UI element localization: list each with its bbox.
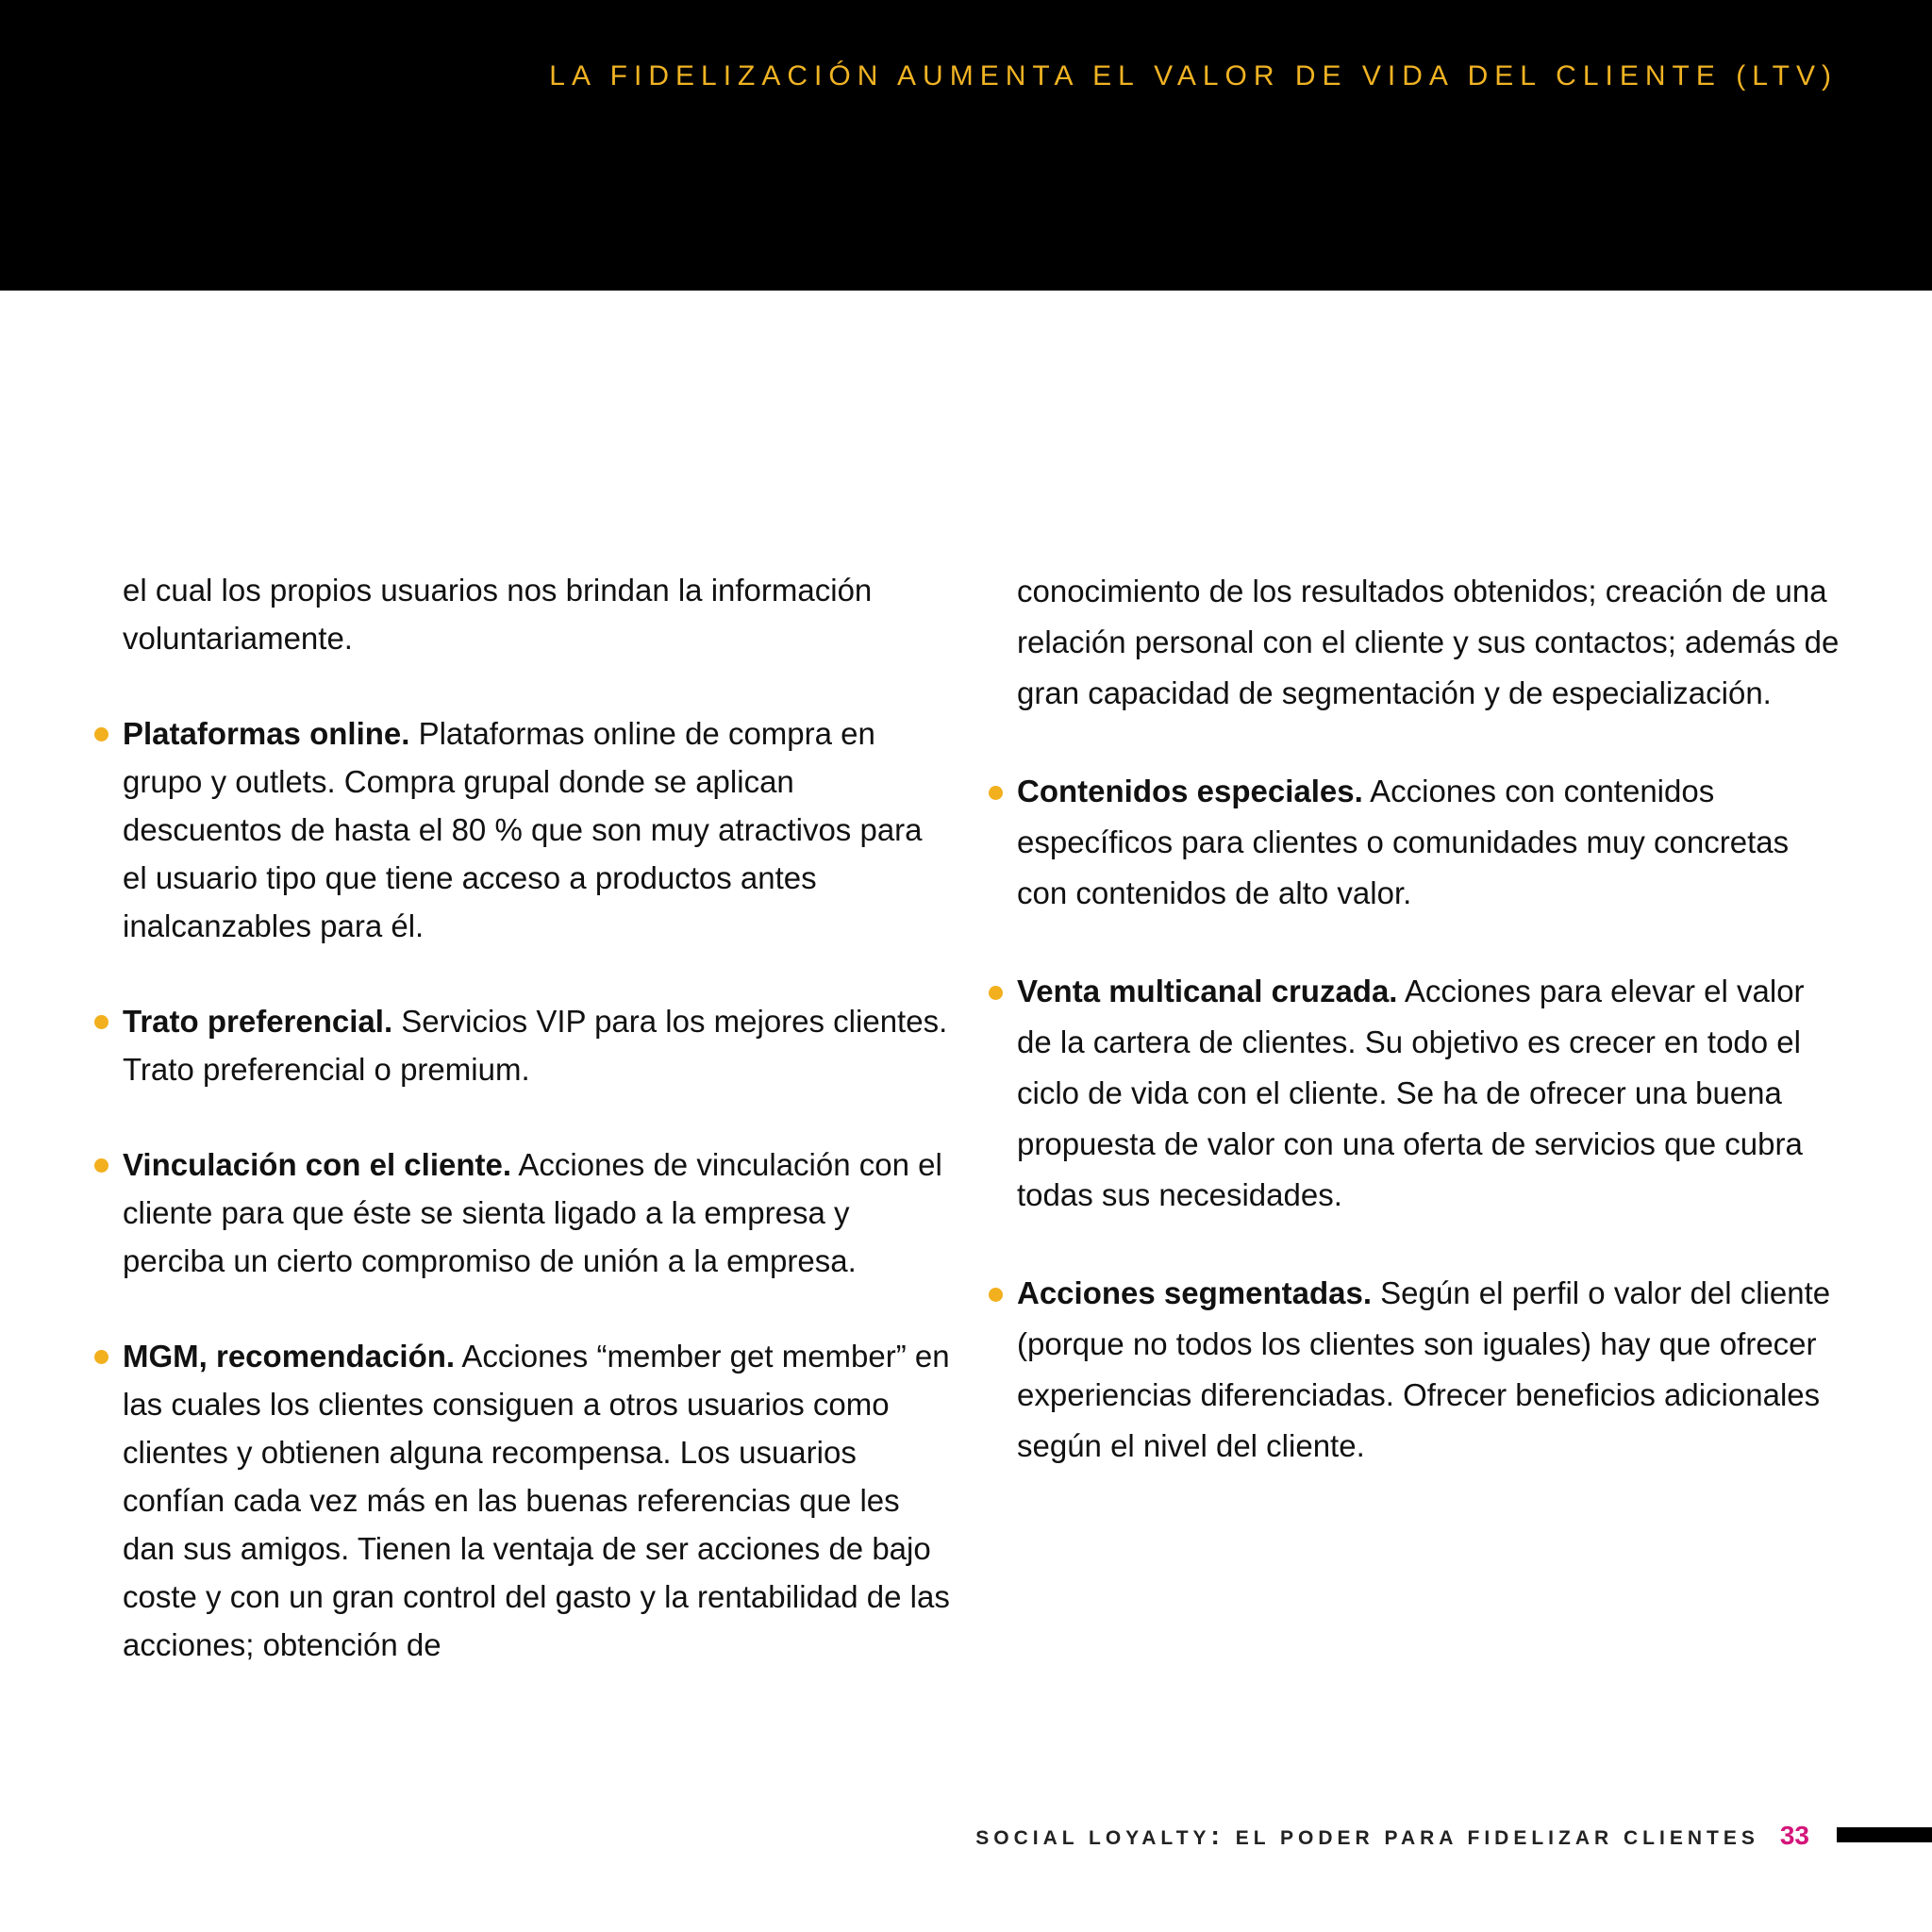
right-column [1017,566,1847,1519]
bullet-dot-icon [94,1158,108,1173]
bullet-term: Contenidos especiales. [1017,774,1363,808]
bullet-term: Venta multicanal cruzada. [1017,974,1398,1008]
left-column [123,566,953,1716]
bullet-term: Vinculación con el cliente. [123,1147,512,1182]
header-band [0,0,1932,291]
footer-title-part1: SOCIAL LOYALTY [975,1827,1211,1849]
bullet-item-contenidos-especiales [1017,766,1847,919]
bullet-item-plataformas-online [123,709,953,950]
bullet-text: Acciones “member get member” en las cuales los clientes consiguen a otros usuarios como clientes y obtienen alguna recompensa. Los usuarios confían cada vez más en las buenas referencias que les dan sus amigos. Tienen la ventaja de ser acciones de bajo coste y con un gran control del gasto y la rentabilidad de las acciones; obtención de [123,1339,950,1662]
bullet-term: MGM, recomendación. [123,1339,456,1374]
footer-title-part2: EL PODER PARA FIDELIZAR CLIENTES [1224,1827,1759,1849]
bullet-term: Acciones segmentadas. [1017,1275,1372,1310]
bullet-item-vinculacion [123,1141,953,1285]
bullet-text: Acciones con contenidos específicos para clientes o comunidades muy concretas con contenidos de alto valor. [1017,774,1790,910]
bullet-text: Acciones para elevar el valor de la cartera de clientes. Su objetivo es crecer en todo el ciclo de vida con el cliente. Se ha de ofrecer una buena propuesta de valor con una oferta de servicios que cubra todas sus necesidades. [1017,974,1805,1212]
bullet-item-venta-multicanal [1017,966,1847,1221]
page-footer [975,1821,1809,1851]
bullet-dot-icon [94,727,108,741]
bullet-item-mgm [123,1332,953,1669]
bullet-dot-icon [94,1015,108,1029]
bullet-text: Plataformas online de compra en grupo y outlets. Compra grupal donde se aplican descuentos de hasta el 80 % que son muy atractivos para el usuario tipo que tiene acceso a productos antes inalcanzables para él. [123,716,923,943]
bullet-dot-icon [989,986,1003,1000]
bullet-text: Acciones de vinculación con el cliente para que éste se sienta ligado a la empresa y perciba un cierto compromiso de unión a la empresa. [123,1147,942,1278]
bullet-text: Servicios VIP para los mejores clientes. Trato preferencial o premium. [123,1004,948,1087]
bullet-dot-icon [989,1288,1003,1302]
page-number: 33 [1779,1821,1809,1850]
bullet-item-trato-preferencial [123,997,953,1093]
lead-paragraph-left: el cual los propios usuarios nos brindan la información voluntariamente. [123,573,873,656]
bullet-item-acciones-segmentadas [1017,1268,1847,1472]
bullet-text: Según el perfil o valor del cliente (porque no todos los clientes son iguales) hay que ofrecer experiencias diferenciadas. Ofrecer beneficios adicionales según el nivel del cliente. [1017,1275,1831,1463]
bullet-term: Plataformas online. [123,716,410,751]
footer-book-title [975,1821,1759,1851]
lead-paragraph-right: conocimiento de los resultados obtenidos; creación de una relación personal con el cliente y sus contactos; además de gran capacidad de segmentación y de especialización. [1017,574,1840,710]
bullet-dot-icon [989,786,1003,800]
bullet-dot-icon [94,1350,108,1364]
footer-title-colon: : [1210,1821,1225,1850]
footer-bar [1837,1827,1932,1842]
chapter-title: LA FIDELIZACIÓN AUMENTA EL VALOR DE VIDA DEL CLIENTE (LTV) [549,60,1838,92]
bullet-term: Trato preferencial. [123,1004,393,1039]
